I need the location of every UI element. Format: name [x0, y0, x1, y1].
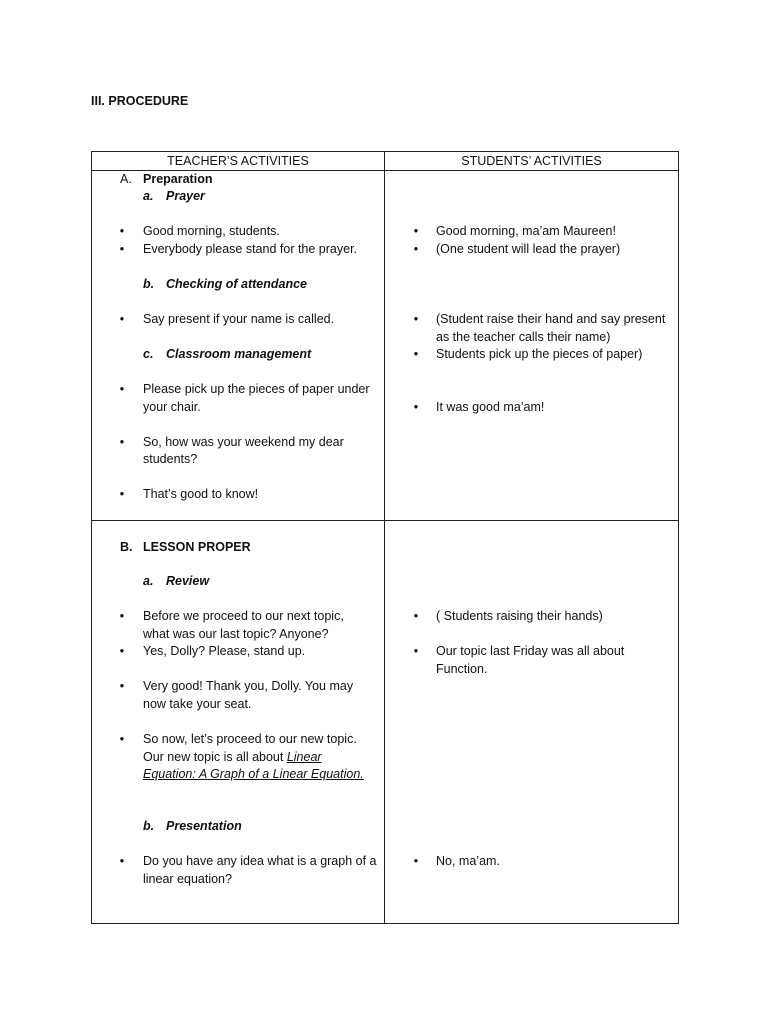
teacher-line: students?	[143, 452, 198, 466]
teacher-line: So, how was your weekend my dear	[143, 435, 344, 449]
sub-marker: a.	[143, 574, 154, 588]
subsection-title: LESSON PROPER	[143, 540, 251, 554]
sub-marker: a.	[143, 189, 154, 203]
teacher-line: So now, let’s proceed to our new topic.	[143, 732, 357, 746]
bullet-icon	[118, 311, 126, 329]
teacher-line: your chair.	[143, 400, 201, 414]
procedure-table	[91, 151, 679, 924]
bullet-icon	[412, 311, 420, 329]
sub-marker: b.	[143, 819, 155, 833]
student-line: Students pick up the pieces of paper)	[436, 347, 643, 361]
student-cell-lesson	[385, 521, 679, 924]
teacher-line: now take your seat.	[143, 697, 252, 711]
teacher-line: Good morning, students.	[143, 224, 280, 238]
student-line: Function.	[436, 662, 488, 676]
bullet-icon	[412, 643, 420, 661]
bullet-icon	[412, 346, 420, 364]
teacher-line: Before we proceed to our next topic,	[143, 609, 344, 623]
bullet-icon	[118, 241, 126, 259]
bullet-icon	[118, 643, 126, 661]
table-header-row	[92, 152, 679, 171]
subheading-prayer: Prayer	[166, 189, 205, 203]
teacher-line-prefix: Our new topic is all about	[143, 750, 287, 764]
teacher-line	[143, 749, 322, 767]
bullet-icon	[412, 853, 420, 871]
bullet-icon	[118, 486, 126, 504]
bullet-icon	[118, 678, 126, 696]
teacher-line: Do you have any idea what is a graph of a	[143, 854, 377, 868]
teacher-line: Say present if your name is called.	[143, 312, 335, 326]
table-row	[92, 521, 679, 924]
bullet-icon	[412, 223, 420, 241]
table-row	[92, 171, 679, 521]
column-header-teacher: TEACHER’S ACTIVITIES	[92, 152, 385, 171]
item-marker: A.	[120, 172, 132, 186]
student-line: as the teacher calls their name)	[436, 330, 611, 344]
sub-marker: c.	[143, 347, 154, 361]
bullet-icon	[412, 399, 420, 417]
bullet-icon	[118, 608, 126, 626]
student-line: (Student raise their hand and say present	[436, 312, 666, 326]
subsection-title: Preparation	[143, 172, 213, 186]
topic-link-text: Linear	[286, 750, 322, 764]
topic-title: Equation: A Graph of a Linear Equation.	[143, 767, 364, 781]
subheading-management: Classroom management	[166, 347, 312, 361]
student-line: ( Students raising their hands)	[436, 609, 603, 623]
teacher-cell-lesson	[92, 521, 385, 924]
teacher-line: Very good! Thank you, Dolly. You may	[143, 679, 354, 693]
bullet-icon	[118, 434, 126, 452]
teacher-line: linear equation?	[143, 872, 232, 886]
subheading-attendance: Checking of attendance	[166, 277, 307, 291]
teacher-cell-preparation	[92, 171, 385, 521]
teacher-line: Please pick up the pieces of paper under	[143, 382, 370, 396]
bullet-icon	[118, 223, 126, 241]
bullet-icon	[118, 731, 126, 749]
student-line: No, ma’am.	[436, 854, 500, 868]
student-line: (One student will lead the prayer)	[436, 242, 621, 256]
teacher-line: what was our last topic? Anyone?	[143, 627, 329, 641]
teacher-line: That’s good to know!	[143, 487, 259, 501]
bullet-icon	[412, 608, 420, 626]
teacher-line: Yes, Dolly? Please, stand up.	[143, 644, 306, 658]
teacher-line: Everybody please stand for the prayer.	[143, 242, 358, 256]
bullet-icon	[118, 381, 126, 399]
item-marker: B.	[120, 540, 133, 554]
subheading-review: Review	[166, 574, 210, 588]
bullet-icon	[412, 241, 420, 259]
student-cell-preparation	[385, 171, 679, 521]
section-heading: III. PROCEDURE	[91, 94, 189, 108]
subheading-presentation: Presentation	[166, 819, 242, 833]
student-line: Good morning, ma’am Maureen!	[436, 224, 616, 238]
sub-marker: b.	[143, 277, 155, 291]
student-line: It was good ma’am!	[436, 400, 545, 414]
bullet-icon	[118, 853, 126, 871]
student-line: Our topic last Friday was all about	[436, 644, 625, 658]
column-header-students: STUDENTS’ ACTIVITIES	[385, 152, 679, 171]
